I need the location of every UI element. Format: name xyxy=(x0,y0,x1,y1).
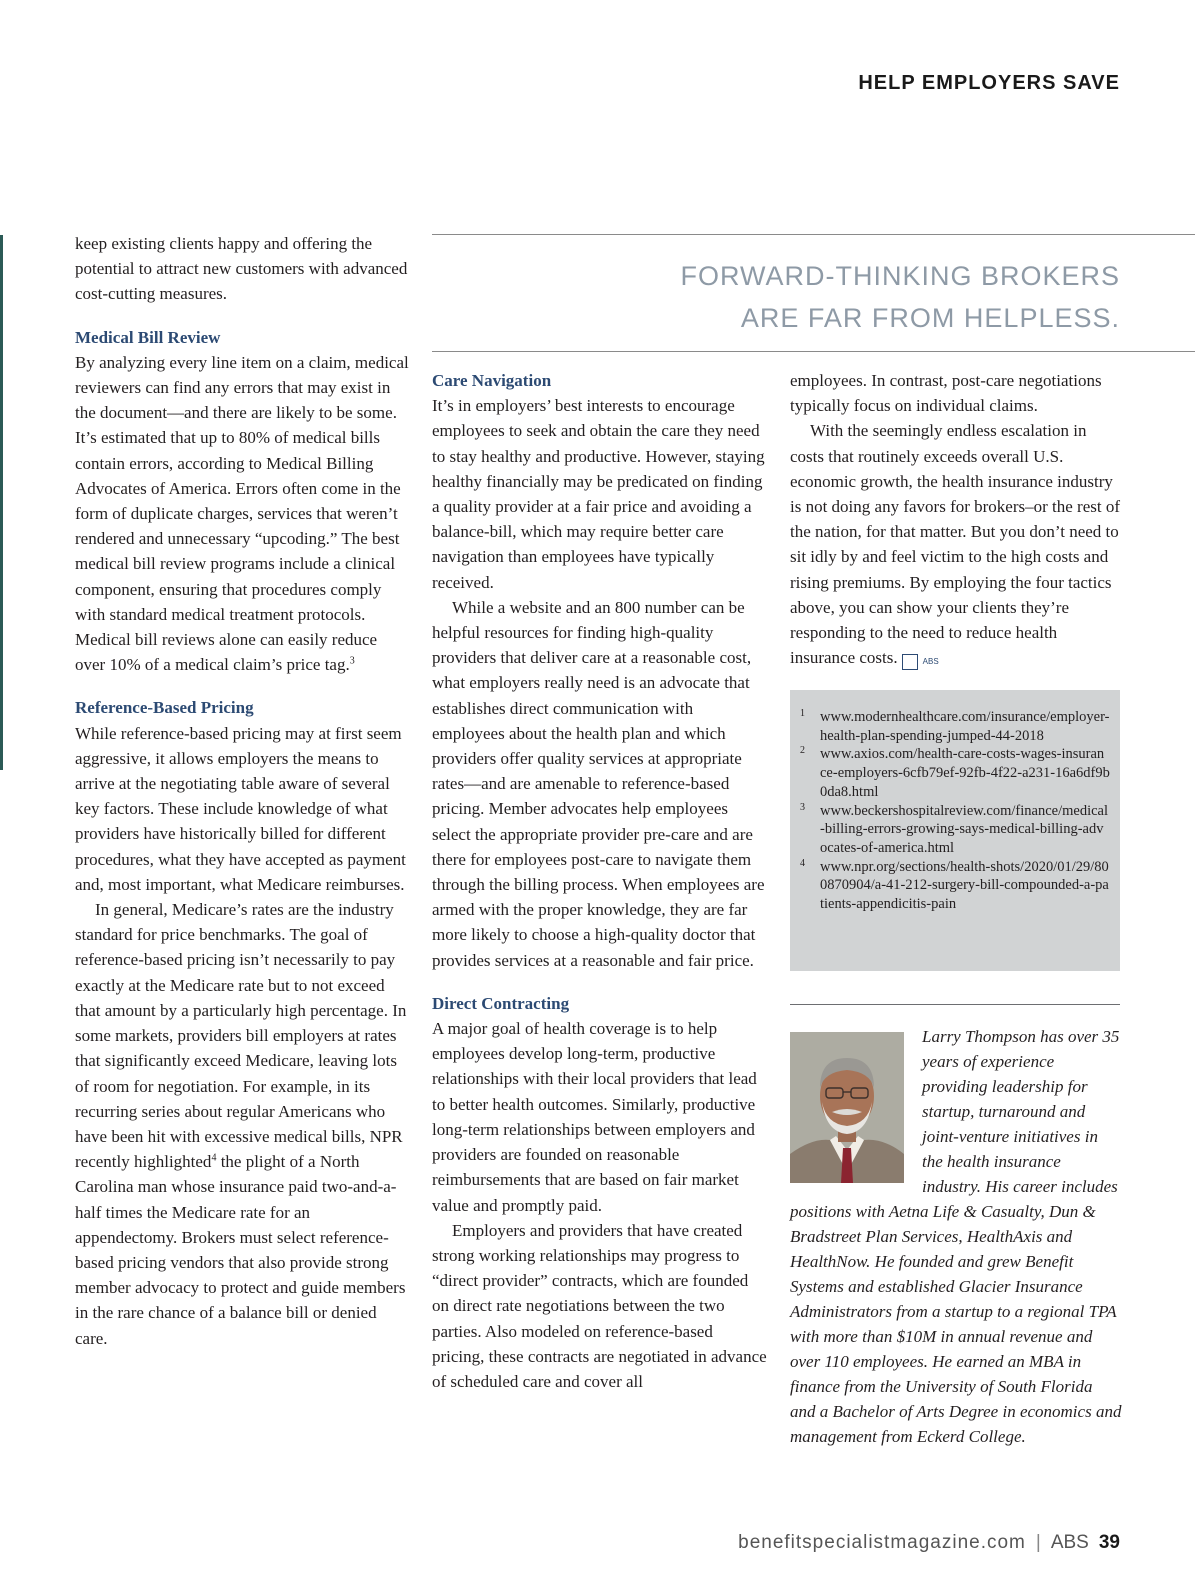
pull-quote-line-1: FORWARD-THINKING BROKERS xyxy=(680,261,1120,291)
footnote-number: 4 xyxy=(800,857,805,869)
direct-contracting-paragraph-1: A major goal of health coverage is to help employees develop long-term, productive relationships with their local providers that lead to better health outcomes. Similarly, productive long-term relationships between employers and providers are founded on reasonable reimbursements that are based on fair market value and promptly paid. xyxy=(432,1019,757,1215)
heading-reference-based-pricing: Reference-Based Pricing xyxy=(75,698,254,718)
care-navigation-paragraph-2: While a website and an 800 number can be helpful resources for finding high-quality providers that deliver care at a reasonable cost, what employers really need is an advocate that establishes direct communication with employees about the health plan and which providers offer quality services at appropriate rates—and are amenable to reference-based pricing. Member advocates help employees select the appropriate provider pre-care and are there for employees post-care to navigate them through the billing process. When employees are armed with the proper knowledge, they are far more likely to choose a high-quality doctor that provides services at a reasonable and fair price. xyxy=(432,597,765,970)
medical-bill-review-text: By analyzing every line item on a claim, medical reviewers can find any errors that may exist in the document—and there are likely to be some. It’s estimated that up to 80% of medical bills contain errors, according to Medical Billing Advocates of America. Errors often come in the form of duplicate charges, services that weren’t rendered and unnecessary “upcoding.” The best medical bill review programs include a clinical component, ensuring that procedures comply with standard medical treatment protocols. Medical bill reviews alone can easily reduce over 10% of a medical claim’s price tag. xyxy=(75,352,409,675)
footer-separator: | xyxy=(1035,1532,1041,1553)
pull-quote-text xyxy=(680,255,1120,339)
heading-medical-bill-review: Medical Bill Review xyxy=(75,327,221,347)
heading-care-navigation: Care Navigation xyxy=(432,371,552,390)
reference-based-pricing-paragraph-2 xyxy=(75,897,410,1351)
page-number: 39 xyxy=(1098,1532,1120,1553)
article-column-middle xyxy=(432,368,768,1394)
conclusion-text: With the seemingly endless escalation in costs that routinely exceeds overall U.S. economic growth, the health insurance industry is not doing any favors for brokers–or the rest of the nation, for that matter. But you don’t need to sit idly by and feel victim to the high costs and rising premiums. By employing the four tactics above, you can show your clients they’re responding to the need to reduce health insurance costs. xyxy=(790,421,1121,668)
left-edge-rule xyxy=(0,235,3,770)
footnote-link: www.axios.com/health-care-costs-wages-insurance-employers-6cfb79ef-92fb-4f22-a231-16a6df9b0da8.html xyxy=(820,746,1110,800)
bio-divider xyxy=(790,1004,1120,1005)
reference-based-pricing-paragraph-1: While reference-based pricing may at first seem aggressive, it allows employers the means to arrive at the negotiating table aware of several key factors. These include knowledge of what providers have historically billed for different procedures, what they have accepted as payment and, most important, what Medicare reimburses. xyxy=(75,723,406,894)
footnote-link: www.beckershospitalreview.com/finance/medical-billing-errors-growing-says-medical-billing-advocates-of-america.html xyxy=(820,802,1109,856)
care-navigation-paragraph-1: It’s in employers’ best interests to encourage employees to seek and obtain the care they need to stay healthy and productive. However, staying healthy financially may be predicated on finding a quality provider at a fair price and avoiding a balance-bill, which may require better care navigation than employees have typically received. xyxy=(432,396,765,592)
footnotes-box xyxy=(790,690,1120,971)
page-footer xyxy=(738,1532,1120,1554)
conclusion-paragraph-1: employees. In contrast, post-care negotiations typically focus on individual claims. xyxy=(790,371,1102,416)
heading-direct-contracting: Direct Contracting xyxy=(432,993,570,1013)
rbp-text-part-b: the plight of a North Carolina man whose insurance paid two-and-a-half times the Medicare rate for an appendectomy. Brokers must select reference-based pricing vendors that also provide strong member advocacy to protect and guide members in the rare chance of a balance bill or denied care. xyxy=(75,1152,406,1348)
article-column-right xyxy=(790,368,1122,670)
article-column-left xyxy=(75,231,410,1351)
footnote-item xyxy=(800,745,1110,801)
section-header: HELP EMPLOYERS SAVE xyxy=(858,72,1120,94)
footer-brand: ABS xyxy=(1050,1532,1089,1553)
intro-paragraph: keep existing clients happy and offering the potential to attract new customers with advanced cost-cutting measures. xyxy=(75,234,408,304)
footnote-number: 3 xyxy=(800,801,805,813)
footnote-number: 2 xyxy=(800,745,805,757)
footnote-link: www.modernhealthcare.com/insurance/employer-health-plan-spending-jumped-44-2018 xyxy=(820,709,1110,744)
footnote-item xyxy=(800,708,1110,745)
footnote-item xyxy=(800,802,1110,858)
medical-bill-review-paragraph xyxy=(75,350,410,678)
footnote-item xyxy=(800,858,1110,914)
rbp-text-part-a: In general, Medicare’s rates are the industry standard for price benchmarks. The goal of reference-based pricing isn’t necessarily to pay exactly at the Medicare rate but to not exceed that amount by a particularly high percentage. In some markets, providers bill employers at rates that significantly exceed Medicare, leaving lots of room for negotiation. For example, in its recurring series about regular Americans who have been hit with excessive medical bills, NPR recently highlighted xyxy=(75,900,407,1172)
footnote-number: 1 xyxy=(800,708,805,719)
author-bio-text: Larry Thompson has over 35 years of experience providing leadership for startup, turnaround and joint-venture initiatives in the health insurance industry. His career includes positions with Aetna Life & Casualty, Dun & Bradstreet Plan Services, HealthAxis and HealthNow. He founded and grew Benefit Systems and established Glacier Insurance Administrators from a startup to a regional TPA with more than $10M in annual revenue and over 110 employees. He earned an MBA in finance from the University of South Florida and a Bachelor of Arts Degree in economics and management from Eckerd College. xyxy=(790,1027,1122,1446)
footnote-ref-4: 4 xyxy=(211,1152,217,1164)
direct-contracting-paragraph-2: Employers and providers that have created strong working relationships may progress to “direct provider” contracts, which are founded on direct rate negotiations between the two parties. Also modeled on reference-based pricing, these contracts are negotiated in advance of scheduled care and cover all xyxy=(432,1220,767,1391)
article-end-icon: ABS xyxy=(902,654,918,670)
pull-quote-line-2: ARE FAR FROM HELPLESS. xyxy=(740,303,1120,333)
footnote-link: www.npr.org/sections/health-shots/2020/01/29/800870904/a-41-212-surgery-bill-compounded-a-patients-appendicitis-pain xyxy=(820,858,1109,913)
author-photo xyxy=(790,1032,904,1183)
conclusion-paragraph-2 xyxy=(790,418,1122,670)
footnote-ref-3: 3 xyxy=(349,655,355,667)
footer-website: benefitspecialistmagazine.com xyxy=(738,1532,1026,1553)
pull-quote xyxy=(432,234,1195,352)
